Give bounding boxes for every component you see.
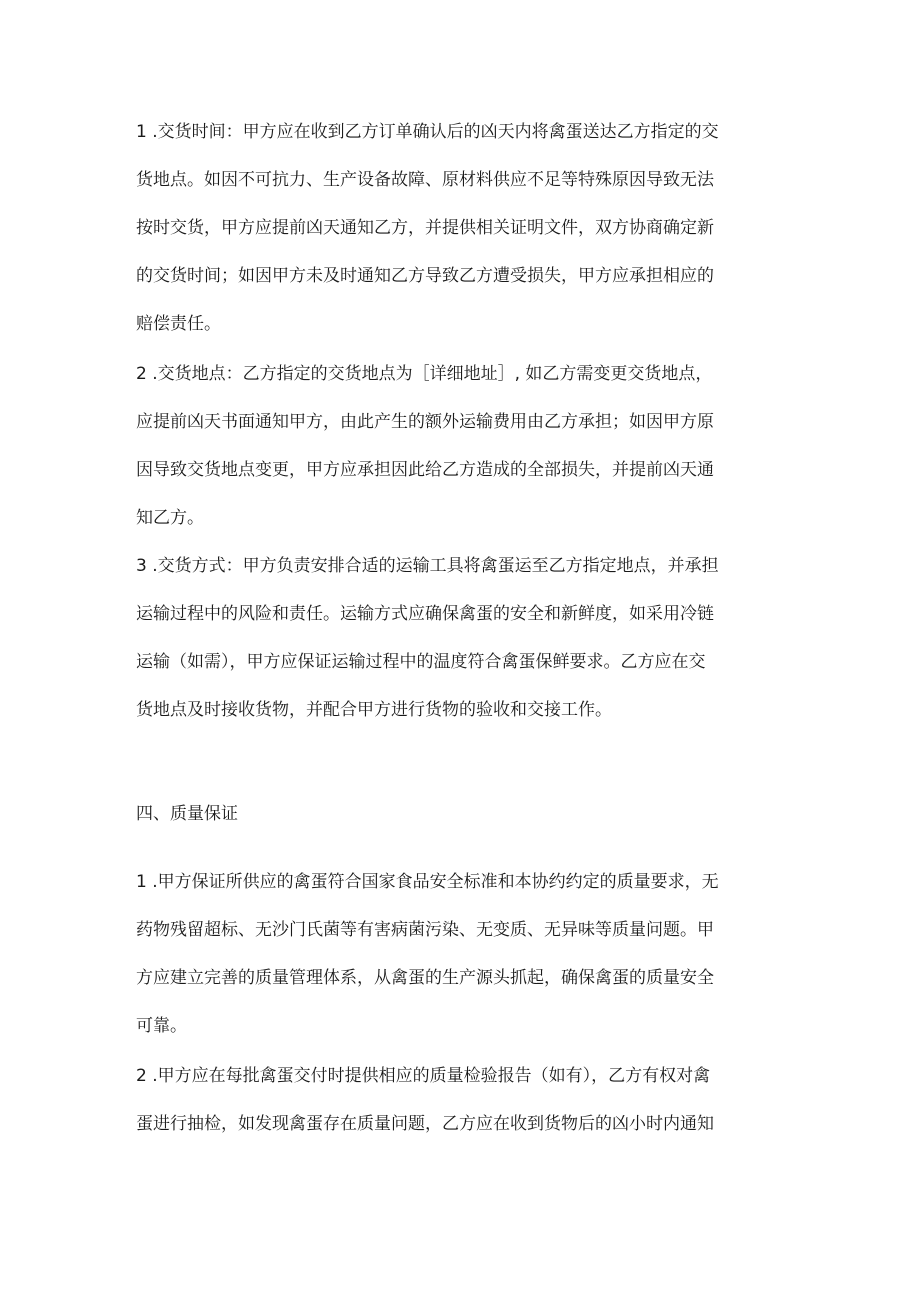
text-line: 1 .交货时间：甲方应在收到乙方订单确认后的凶天内将禽蛋送达乙方指定的交 [136,122,719,142]
delivery-method-clause [136,542,776,734]
text-line: 应提前凶天书面通知甲方，由此产生的额外运输费用由乙方承担；如因甲方原 [136,412,714,432]
text-line: 货地点。如因不可抗力、生产设备故障、原材料供应不足等特殊原因导致无法 [136,170,714,190]
text-line: 蛋进行抽检，如发现禽蛋存在质量问题，乙方应在收到货物后的凶小时内通知 [136,1114,714,1134]
text-line: 赔偿责任。 [136,314,221,334]
text-line: 2 .交货地点：乙方指定的交货地点为［详细地址］, 如乙方需变更交货地点， [136,364,713,384]
text-line: 运输（如需），甲方应保证运输过程中的温度符合禽蛋保鲜要求。乙方应在交 [136,652,706,672]
text-line: 货地点及时接收货物，并配合甲方进行货物的验收和交接工作。 [136,700,612,720]
text-line: 药物残留超标、无沙门氏菌等有害病菌污染、无变质、无异味等质量问题。甲 [136,920,714,940]
text-line: 可靠。 [136,1016,187,1036]
delivery-time-clause [136,108,776,348]
text-line: 方应建立完善的质量管理体系，从禽蛋的生产源头抓起，确保禽蛋的质量安全 [136,968,714,988]
text-line: 1 .甲方保证所供应的禽蛋符合国家食品安全标准和本协约约定的质量要求，无 [136,872,719,892]
text-line: 按时交货，甲方应提前凶天通知乙方，并提供相关证明文件，双方协商确定新 [136,218,714,238]
quality-standard-clause [136,858,776,1050]
text-line: 的交货时间；如因甲方未及时通知乙方导致乙方遭受损失，甲方应承担相应的 [136,266,714,286]
text-line: 知乙方。 [136,508,204,528]
quality-inspection-clause [136,1052,776,1148]
text-line: 3 .交货方式：甲方负责安排合适的运输工具将禽蛋运至乙方指定地点，并承担 [136,556,719,576]
section-heading-quality: 四、质量保证 [136,804,238,824]
text-line: 运输过程中的风险和责任。运输方式应确保禽蛋的安全和新鲜度，如采用冷链 [136,604,714,624]
text-line: 因导致交货地点变更，甲方应承担因此给乙方造成的全部损失，并提前凶天通 [136,460,714,480]
text-line: 2 .甲方应在每批禽蛋交付时提供相应的质量检验报告（如有），乙方有权对禽 [136,1066,711,1086]
delivery-location-clause [136,350,776,542]
